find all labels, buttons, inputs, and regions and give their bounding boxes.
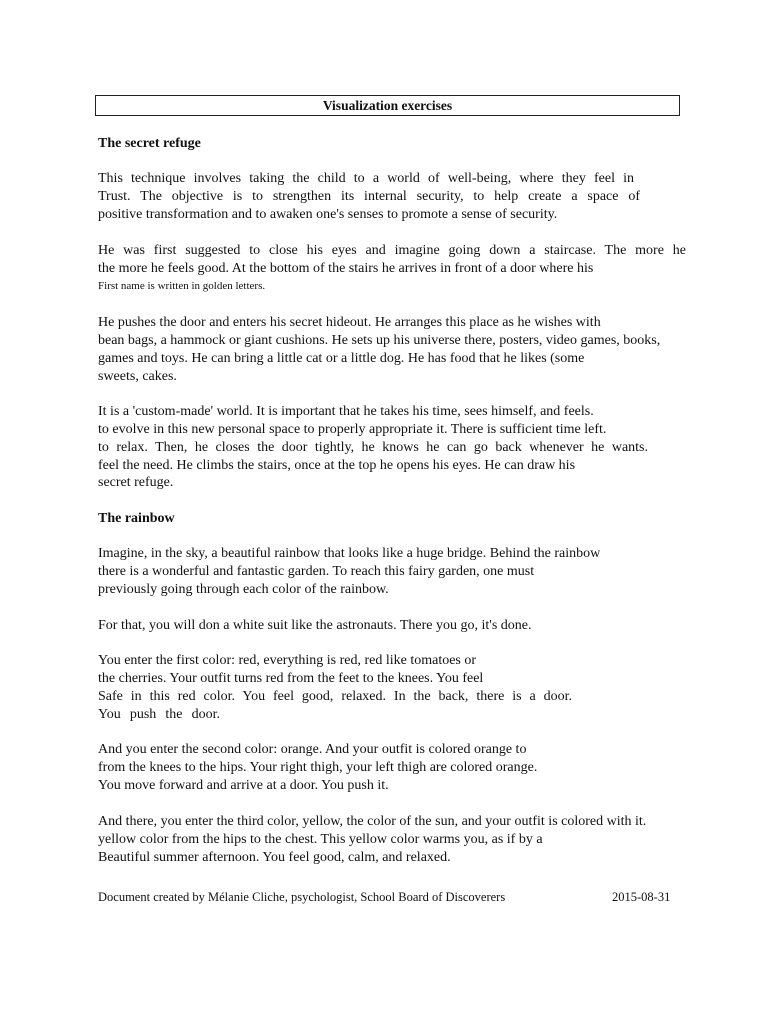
text-line: feel the need. He climbs the stairs, once at the top he opens his eyes. He can draw his <box>98 458 576 473</box>
text-line-small: First name is written in golden letters. <box>98 280 266 292</box>
text-line: Beautiful summer afternoon. You feel good, calm, and relaxed. <box>98 850 451 865</box>
text-line: He was first suggested to close his eyes and imagine going down a staircase. The more he <box>98 243 686 258</box>
text-line: You push the door. <box>98 707 220 722</box>
text-line: This technique involves taking the child to a world of well-being, where they feel in <box>98 171 634 186</box>
text-line: secret refuge. <box>98 475 174 490</box>
text-line: It is a 'custom-made' world. It is important that he takes his time, sees himself, and feels. <box>98 404 594 419</box>
text-line: bean bags, a hammock or giant cushions. He sets up his universe there, posters, video games, books, <box>98 333 661 348</box>
text-line: sweets, cakes. <box>98 369 177 384</box>
text-line: to relax. Then, he closes the door tightly, he knows he can go back whenever he wants. <box>98 440 648 455</box>
document-title: Visualization exercises <box>95 95 680 116</box>
text-line: He pushes the door and enters his secret hideout. He arranges this place as he wishes with <box>98 315 601 330</box>
footer-date: 2015-08-31 <box>612 890 671 904</box>
text-line: Safe in this red color. You feel good, relaxed. In the back, there is a door. <box>98 689 572 704</box>
footer-credit: Document created by Mélanie Cliche, psychologist, School Board of Discoverers <box>98 890 506 904</box>
text-line: Imagine, in the sky, a beautiful rainbow that looks like a huge bridge. Behind the rainbow <box>98 546 601 561</box>
text-line: positive transformation and to awaken one's senses to promote a sense of security. <box>98 207 558 222</box>
section-heading-rainbow: The rainbow <box>98 511 175 526</box>
text-line: the cherries. Your outfit turns red from the feet to the knees. You feel <box>98 671 484 686</box>
text-line: You move forward and arrive at a door. You push it. <box>98 778 389 793</box>
text-line: there is a wonderful and fantastic garden. To reach this fairy garden, one must <box>98 564 535 579</box>
text-line: For that, you will don a white suit like the astronauts. There you go, it's done. <box>98 618 532 633</box>
text-line: previously going through each color of the rainbow. <box>98 582 389 597</box>
text-line: games and toys. He can bring a little cat or a little dog. He has food that he likes (some <box>98 351 585 366</box>
section-heading-secret-refuge: The secret refuge <box>98 136 201 151</box>
text-line: the more he feels good. At the bottom of the stairs he arrives in front of a door where his <box>98 261 594 276</box>
text-line: to evolve in this new personal space to properly appropriate it. There is sufficient time left. <box>98 422 607 437</box>
text-line: And there, you enter the third color, yellow, the color of the sun, and your outfit is colored with it. <box>98 814 647 829</box>
text-line: from the knees to the hips. Your right thigh, your left thigh are colored orange. <box>98 760 538 775</box>
text-line: You enter the first color: red, everything is red, red like tomatoes or <box>98 653 477 668</box>
text-line: And you enter the second color: orange. And your outfit is colored orange to <box>98 742 527 757</box>
text-line: Trust. The objective is to strengthen its internal security, to help create a space of <box>98 189 640 204</box>
text-line: yellow color from the hips to the chest. This yellow color warms you, as if by a <box>98 832 543 847</box>
